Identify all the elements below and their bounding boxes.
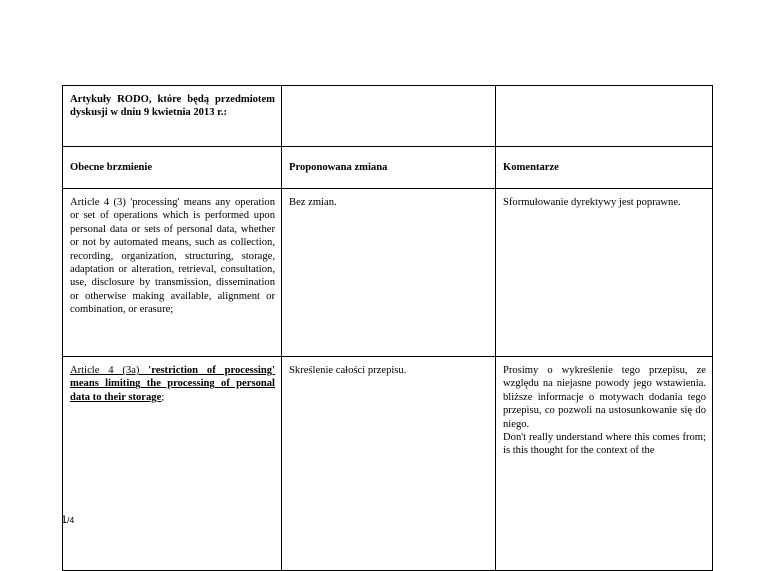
table-title: Artykuły RODO, które będą przedmiotem dyskusji w dniu 9 kwietnia 2013 r.: — [70, 94, 275, 119]
comment-cell — [496, 357, 713, 571]
empty-cell — [496, 86, 713, 147]
header-comments: Komentarze — [503, 162, 559, 173]
comment-cell — [496, 189, 713, 357]
definition-text: 'restriction of processing' means limiting the processing of personal data to their storage — [70, 365, 275, 403]
header-cell — [63, 147, 282, 189]
comparison-table — [62, 85, 713, 571]
current-text-cell — [63, 189, 282, 357]
header-cell — [282, 147, 496, 189]
header-current: Obecne brzmienie — [70, 162, 153, 173]
empty-cell — [282, 86, 496, 147]
header-proposed: Proponowana zmiana — [289, 162, 388, 173]
comment-text-pl: Prosimy o wykreślenie tego przepisu, ze względu na niejasne powody jego wstawienia. bliższe informacje o motywach dodania tego przepisu, co pozwoli na ustosunkowanie się do niego. — [503, 365, 706, 430]
proposed-text-cell — [282, 357, 496, 571]
comment-text-en: Don't really understand where this comes from; is this thought for the context of the — [503, 432, 706, 457]
header-cell — [496, 147, 713, 189]
table-row — [63, 189, 713, 357]
table-row — [63, 86, 713, 147]
current-text-cell — [63, 357, 282, 571]
title-cell — [63, 86, 282, 147]
current-text: Article 4 (3) 'processing' means any operation or set of operations which is performed upon personal data or sets of personal data, whether or not by automated means, such as collection, recording, organization, structuring, storage, adaptation or alteration, retrieval, consultation, use, disclosure by transmission, dissemination or otherwise making available, alignment or combination, or erasure; — [70, 197, 275, 316]
article-ref: Article 4 (3a) — [70, 365, 149, 376]
proposed-text-cell — [282, 189, 496, 357]
page-number — [61, 514, 74, 526]
proposed-text: Skreślenie całości przepisu. — [289, 365, 407, 376]
page-total: /4 — [67, 515, 75, 525]
table-row — [63, 147, 713, 189]
proposed-text: Bez zmian. — [289, 197, 337, 208]
comment-text: Sformułowanie dyrektywy jest poprawne. — [503, 197, 681, 208]
definition-end: ; — [161, 391, 165, 403]
table-row — [63, 357, 713, 571]
page-current: 1 — [61, 514, 68, 526]
current-text — [70, 364, 275, 404]
